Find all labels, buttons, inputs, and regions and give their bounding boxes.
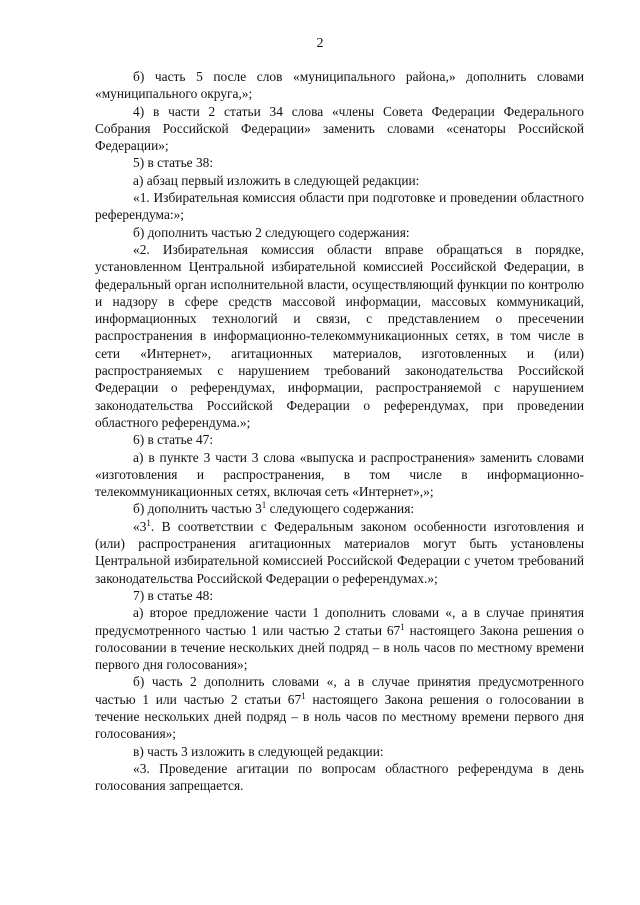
superscript: 1 bbox=[301, 690, 306, 701]
text-run: б) дополнить частью 2 следующего содержания: bbox=[133, 224, 410, 240]
paragraph bbox=[95, 189, 584, 224]
text-run: а) второе предложение части 1 дополнить словами «, а в случае принятия предусмотренного частью 1 или частью 2 статьи 67 bbox=[95, 605, 584, 638]
superscript: 1 bbox=[400, 621, 405, 632]
text-run: 6) в статье 47: bbox=[133, 432, 214, 448]
paragraph bbox=[95, 154, 584, 171]
document-body bbox=[95, 68, 584, 794]
paragraph bbox=[95, 518, 584, 587]
text-run: 5) в статье 38: bbox=[133, 155, 214, 171]
text-run: а) абзац первый изложить в следующей редакции: bbox=[133, 172, 420, 188]
text-run: «3 bbox=[133, 518, 147, 534]
text-run: настоящего Закона решения о голосовании в течение нескольких дней подряд – в ноль часов по местному времени первого дня голосования»; bbox=[95, 691, 584, 742]
paragraph bbox=[95, 172, 584, 189]
text-run: б) дополнить частью 3 bbox=[133, 501, 262, 517]
paragraph bbox=[95, 760, 584, 795]
paragraph bbox=[95, 500, 584, 517]
text-run: настоящего Закона решения о голосовании в течение нескольких дней подряд – в ноль часов по местному времени первого дня голосования»; bbox=[95, 622, 584, 673]
text-run: б) часть 5 после слов «муниципального района,» дополнить словами «муниципального округа,»; bbox=[95, 69, 584, 102]
paragraph bbox=[95, 673, 584, 742]
text-run: «3. Проведение агитации по вопросам областного референдума в день голосования запрещается. bbox=[95, 760, 584, 794]
paragraph bbox=[95, 68, 584, 103]
paragraph bbox=[95, 604, 584, 673]
superscript: 1 bbox=[261, 500, 267, 511]
superscript: 1 bbox=[146, 517, 151, 528]
page-number: 2 bbox=[316, 36, 324, 51]
text-run: в) часть 3 изложить в следующей редакции: bbox=[133, 743, 384, 759]
paragraph bbox=[95, 587, 584, 604]
text-run: 7) в статье 48: bbox=[133, 587, 214, 603]
text-run: б) часть 2 дополнить словами «, а в случае принятия предусмотренного частью 1 или частью 2 статьи 67 bbox=[95, 674, 584, 707]
paragraph bbox=[95, 241, 584, 431]
paragraph bbox=[95, 449, 584, 501]
paragraph bbox=[95, 431, 584, 448]
paragraph bbox=[95, 224, 584, 241]
text-run: следующего содержания: bbox=[266, 501, 415, 517]
text-run: «2. Избирательная комиссия области вправе обращаться в порядке, установленном Центральной избирательной комиссией Российской Федерации, в федеральный орган исполнительной власти, осуществляющий функции по контролю и надзору в сфере средств массовой информации, массовых коммуникаций, информационных технологий и связи, с представлением о пресечении распространения в информационно-телекоммуникационных сетях, в том числе в сети «Интернет», агитационных материалов, изготовленных и (или) распространяемых с нарушением требований законодательства Российской Федерации о референдумах, информации, распространяемой с нарушением законодательства Российской Федерации о референдумах, при проведении областного референдума.»; bbox=[95, 241, 584, 430]
text-run: 4) в части 2 статьи 34 слова «члены Совета Федерации Федерального Собрания Российской Федерации» заменить словами «сенаторы Российской Федерации»; bbox=[95, 103, 584, 154]
paragraph bbox=[95, 743, 584, 760]
text-run: . В соответствии с Федеральным законом особенности изготовления и (или) распространения агитационных материалов могут быть установлены Центральной избирательной комиссией Российской Федерации с учетом требований законодательства Российской Федерации о референдумах.»; bbox=[95, 518, 584, 586]
paragraph bbox=[95, 103, 584, 155]
text-run: «1. Избирательная комиссия области при подготовке и проведении областного референдума:»; bbox=[95, 190, 584, 223]
text-run: а) в пункте 3 части 3 слова «выпуска и распространения» заменить словами «изготовления и распространения, в том числе в информационно-телекоммуникационных сетях, включая сеть «Интернет»,»; bbox=[95, 449, 584, 500]
